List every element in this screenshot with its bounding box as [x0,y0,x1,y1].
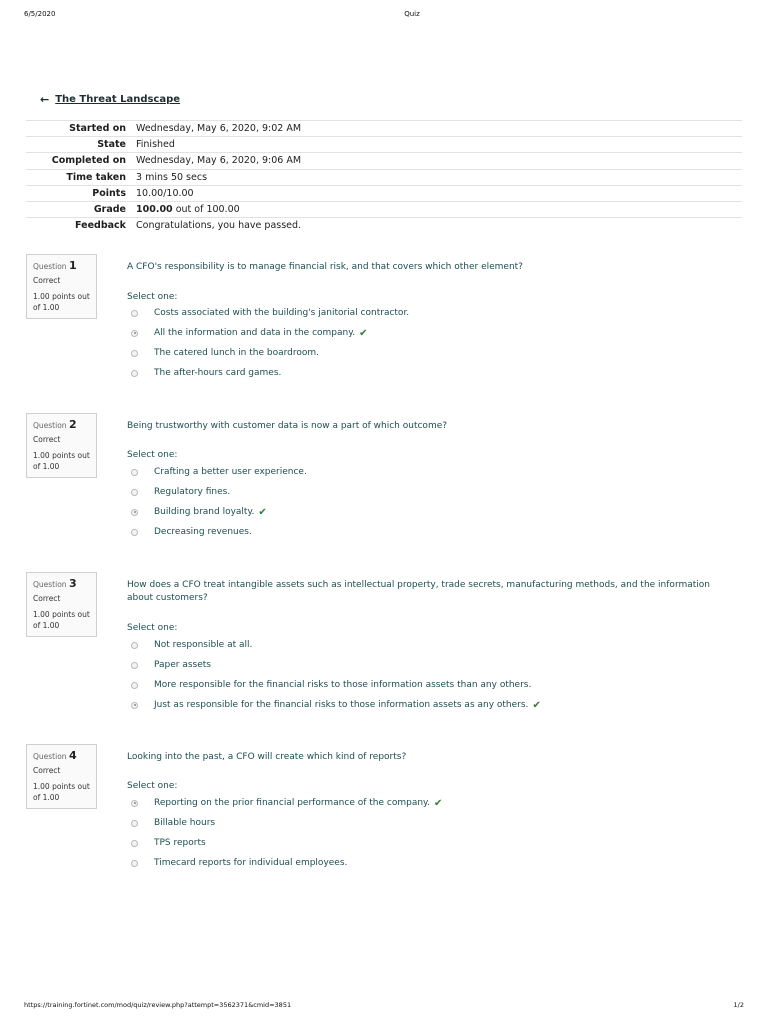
checkmark-icon: ✔ [532,699,541,711]
radio-icon[interactable] [131,840,138,847]
print-title: Quiz [404,10,420,18]
print-footer [0,1001,768,1015]
summary-label: Time taken [26,169,130,185]
question-label: Question [33,580,67,589]
grade-suffix: out of 100.00 [172,204,240,216]
back-link-label: The Threat Landscape [55,94,181,105]
summary-label: State [26,137,130,153]
answer-option[interactable] [131,853,442,873]
answer-option[interactable] [131,813,442,833]
question-info [26,413,97,478]
answer-option[interactable] [131,323,409,343]
answer-text: Regulatory fines. [154,487,231,497]
radio-icon[interactable] [131,529,138,536]
answer-text: Just as responsible for the financial risks to those information assets as any others. [154,700,529,710]
radio-icon[interactable] [131,860,138,867]
summary-value: Congratulations, you have passed. [130,218,742,234]
answer-option[interactable] [131,482,307,502]
answer-text: Paper assets [154,660,211,670]
summary-value [130,201,742,217]
checkmark-icon: ✔ [433,797,443,809]
question-info [26,254,97,319]
print-header [0,10,768,24]
answer-option[interactable] [131,343,409,363]
answer-text: Decreasing revenues. [154,527,252,537]
radio-icon[interactable] [131,682,138,689]
answer-option[interactable] [131,793,442,813]
answer-option[interactable] [131,522,307,542]
checkmark-icon: ✔ [258,506,267,518]
question-text: How does a CFO treat intangible assets such as intellectual property, trade secrets, manufacturing methods, and the information about customers? [127,580,711,603]
select-prompt: Select one: [127,450,178,460]
summary-value: Finished [130,137,742,153]
answer-list [131,462,307,542]
radio-icon[interactable] [131,310,138,317]
radio-icon[interactable] [131,642,138,649]
question-text: A CFO's responsibility is to manage financial risk, and that covers which other element? [127,262,523,272]
answer-option[interactable] [131,655,541,675]
print-page-number: 1/2 [733,1001,744,1009]
select-prompt: Select one: [127,623,178,633]
summary-row [26,153,742,169]
question-grade: 1.00 points out of 1.00 [33,292,90,312]
question-number: 3 [68,577,77,590]
question-info [26,572,97,637]
summary-row [26,218,742,234]
answer-option[interactable] [131,462,307,482]
answer-option[interactable] [131,635,541,655]
radio-icon[interactable] [131,330,138,337]
radio-icon[interactable] [131,469,138,476]
question-grade: 1.00 points out of 1.00 [33,610,90,630]
summary-row [26,137,742,153]
radio-icon[interactable] [131,370,138,377]
answer-text: Not responsible at all. [154,640,253,650]
question-number: 1 [68,259,77,272]
attempt-summary-table [26,120,742,234]
summary-label: Feedback [26,218,130,234]
radio-icon[interactable] [131,662,138,669]
answer-text: All the information and data in the company. [154,328,356,338]
answer-text: Building brand loyalty. [154,507,255,517]
radio-icon[interactable] [131,489,138,496]
print-url: https://training.fortinet.com/mod/quiz/review.php?attempt=3562371&cmid=3851 [24,1001,292,1009]
question-label: Question [33,262,67,271]
summary-label: Completed on [26,153,130,169]
answer-text: Crafting a better user experience. [154,467,307,477]
summary-value: 3 mins 50 secs [130,169,742,185]
answer-list [131,793,442,873]
print-date: 6/5/2020 [24,10,56,18]
answer-list [131,303,409,383]
radio-icon[interactable] [131,800,138,807]
answer-text: The catered lunch in the boardroom. [154,348,319,358]
question-state: Correct [33,435,61,444]
summary-value: Wednesday, May 6, 2020, 9:02 AM [130,121,742,137]
answer-option[interactable] [131,502,307,522]
answer-option[interactable] [131,833,442,853]
answer-text: TPS reports [154,838,206,848]
question-label: Question [33,752,67,761]
answer-option[interactable] [131,303,409,323]
answer-list [131,635,541,715]
checkmark-icon: ✔ [359,327,368,339]
summary-label: Points [26,185,130,201]
select-prompt: Select one: [127,781,178,791]
summary-label: Started on [26,121,130,137]
answer-text: Timecard reports for individual employees. [154,858,348,868]
answer-text: Costs associated with the building's janitorial contractor. [154,308,410,318]
question-number: 2 [68,418,77,431]
radio-icon[interactable] [131,509,138,516]
question-state: Correct [33,594,61,603]
question-number: 4 [68,749,77,762]
question-info [26,744,97,809]
summary-row [26,185,742,201]
question-text: Being trustworthy with customer data is now a part of which outcome? [127,421,448,431]
summary-label: Grade [26,201,130,217]
question-label: Question [33,421,67,430]
answer-text: Billable hours [154,818,216,828]
summary-row [26,169,742,185]
answer-option[interactable] [131,675,541,695]
answer-text: Reporting on the prior financial performance of the company. [154,798,430,808]
summary-value: Wednesday, May 6, 2020, 9:06 AM [130,153,742,169]
radio-icon[interactable] [131,350,138,357]
radio-icon[interactable] [131,702,138,709]
select-prompt: Select one: [127,292,178,302]
question-state: Correct [33,766,61,775]
summary-row [26,201,742,217]
radio-icon[interactable] [131,820,138,827]
back-link[interactable] [40,93,180,106]
answer-option[interactable] [131,695,541,715]
arrow-left-icon: ← [40,93,50,106]
answer-text: More responsible for the financial risks to those information assets than any others. [154,680,532,690]
summary-value: 10.00/10.00 [130,185,742,201]
summary-row [26,121,742,137]
question-grade: 1.00 points out of 1.00 [33,451,90,471]
answer-text: The after-hours card games. [154,368,282,378]
question-state: Correct [33,276,61,285]
answer-option[interactable] [131,363,409,383]
question-text: Looking into the past, a CFO will create which kind of reports? [127,752,407,762]
grade-value: 100.00 [136,204,173,216]
question-grade: 1.00 points out of 1.00 [33,782,90,802]
